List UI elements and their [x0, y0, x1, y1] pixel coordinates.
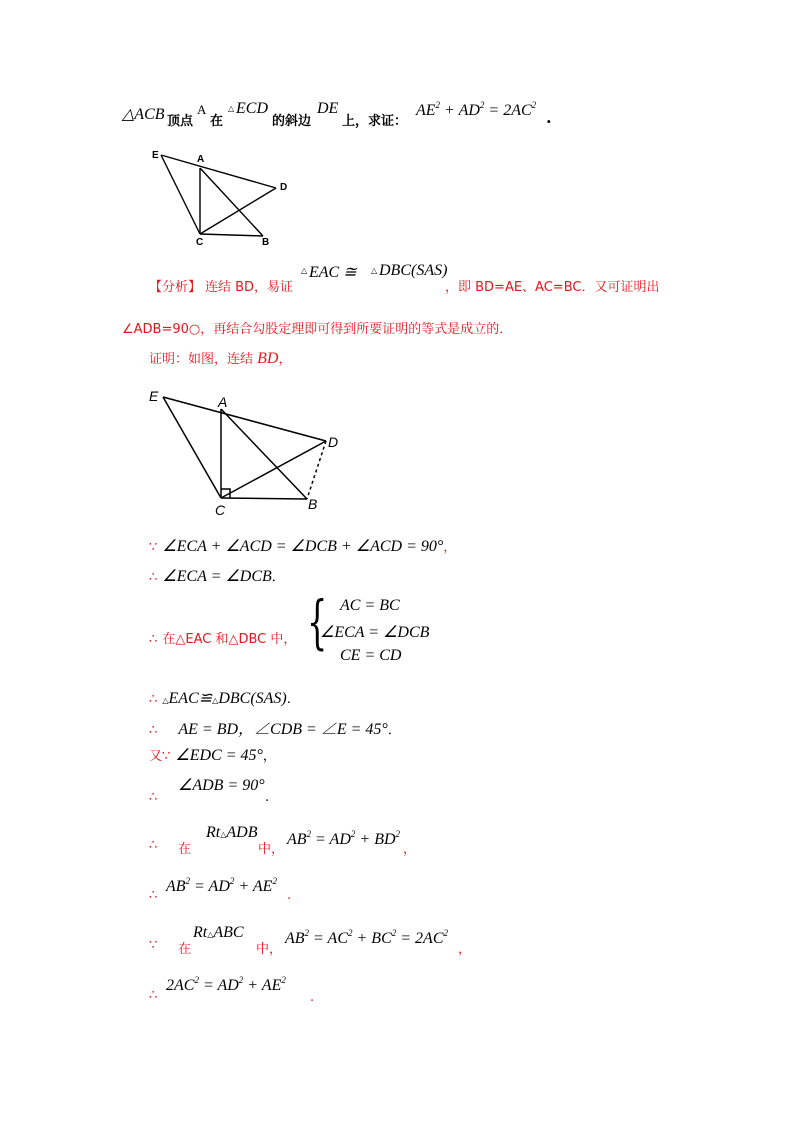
- system-line-2: ∠ECA = ∠DCB: [320, 624, 430, 641]
- formula-ac: 2AC: [503, 102, 532, 119]
- small-triangle-icon: △: [207, 930, 214, 939]
- rt-label: Rt: [206, 824, 221, 841]
- fig2-label-d: D: [328, 434, 339, 450]
- analysis-line-2: ∠ADB=90○，再结合勾股定理即可得到所要证明的等式是成立的．: [122, 322, 513, 337]
- fig1-label-a: A: [197, 154, 205, 165]
- proof-intro-bd: BD: [257, 350, 279, 367]
- step-5: [149, 716, 401, 739]
- step-1: [149, 536, 456, 556]
- therefore-symbol: ∴: [149, 988, 158, 1003]
- congruence-2: DBC(SAS): [379, 262, 448, 279]
- step-5-end: ．: [387, 723, 401, 738]
- formula: $AE^2 + AD^2 = 2AC^2$: [416, 100, 537, 119]
- fig1-label-d: D: [280, 182, 288, 193]
- because-symbol: ∵: [149, 938, 158, 953]
- step-6-end: ，: [262, 749, 276, 764]
- step-6-math: ∠EDC = 45°: [175, 747, 263, 764]
- therefore-symbol: ∴: [149, 632, 158, 647]
- proof-intro: [149, 348, 291, 368]
- and-because-symbol: 又∵: [149, 749, 171, 764]
- therefore-symbol: ∴: [149, 570, 158, 585]
- fig1-label-b: B: [262, 237, 270, 248]
- letter-a: A: [197, 102, 207, 117]
- therefore-symbol: ∴: [149, 692, 158, 707]
- therefore-symbol: ∴: [149, 838, 158, 853]
- fig2-label-a: A: [218, 394, 228, 410]
- congruent-icon: ≌: [198, 690, 213, 707]
- therefore-symbol: ∴: [149, 888, 158, 903]
- step-1-end: ，: [443, 540, 457, 555]
- fig1-label-c: C: [196, 237, 204, 248]
- system-line-1: AC = BC: [340, 597, 400, 614]
- step-6: [149, 745, 276, 765]
- rt-label: Rt: [193, 924, 208, 941]
- system-brace: {: [307, 588, 328, 656]
- analysis-text-2: ，即 BD=AE、AC=BC．又可证明出: [445, 280, 660, 295]
- step-4: [149, 688, 291, 708]
- step-11-math: $2AC^2 = AD^2 + AE^2$: [166, 975, 286, 994]
- de-label: DE: [317, 100, 339, 117]
- fig2-label-b: B: [308, 496, 318, 512]
- small-triangle-icon: △: [220, 830, 227, 839]
- step-4-end: .: [286, 692, 291, 707]
- fig2-label-c: C: [215, 502, 226, 518]
- analysis-text-1: 连结 BD，易证: [205, 280, 294, 295]
- step-9-math: $AB^2 = AD^2 + AE^2$: [166, 876, 277, 895]
- step-8-mid: 中，: [258, 842, 285, 857]
- small-triangle-icon: △: [162, 696, 169, 705]
- step-11-end: .: [310, 990, 315, 1005]
- proof-intro-comma: ，: [278, 352, 292, 367]
- figure-2: [145, 385, 355, 520]
- period: .: [546, 108, 552, 127]
- step-5-math: AE = BD，∠CDB = ∠E = 45°: [178, 721, 388, 738]
- because-symbol: ∵: [149, 540, 158, 555]
- analysis-tag: 【分析】: [149, 280, 202, 295]
- step-8-end: ，: [403, 842, 417, 857]
- triangle-ecd: ECD: [236, 100, 268, 117]
- system-line-3: CE = CD: [340, 647, 402, 664]
- triangle-adb: ADB: [226, 824, 258, 841]
- step-4-b: DBC(SAS): [218, 690, 287, 707]
- step-8-math: $AB^2 = AD^2 + BD^2$: [287, 829, 401, 848]
- at-label: 在: [210, 114, 224, 129]
- analysis-line-1: [149, 262, 669, 295]
- step-7-end: .: [265, 790, 270, 805]
- formula-ae: AE: [416, 102, 436, 119]
- proof-intro-label: 证明：如图，连结: [149, 352, 258, 367]
- step-3-text: 在△EAC 和△DBC 中，: [162, 632, 297, 647]
- congruence-1: EAC ≅: [309, 264, 357, 281]
- step-4-a: EAC: [168, 690, 199, 707]
- step-10-end: ，: [458, 942, 472, 957]
- triangle-abc: ABC: [213, 924, 244, 941]
- step-9-end: .: [287, 888, 292, 903]
- step-10-math: $AB^2 = AC^2 + BC^2 = 2AC^2$: [285, 928, 448, 947]
- fig1-label-e: E: [152, 150, 159, 161]
- step-2-end: ．: [271, 570, 285, 585]
- therefore-symbol: ∴: [149, 790, 158, 805]
- step-8-at: 在: [178, 842, 192, 857]
- step-2: [149, 566, 285, 586]
- step-10-mid: 中，: [256, 942, 283, 957]
- step-7-math: ∠ADB = 90°: [178, 777, 265, 794]
- formula-ad: AD: [458, 102, 480, 119]
- small-triangle-icon: △: [371, 266, 378, 275]
- step-10-at: 在: [178, 942, 192, 957]
- step-1-math: ∠ECA + ∠ACD = ∠DCB + ∠ACD = 90°: [162, 538, 444, 555]
- therefore-symbol: ∴: [149, 723, 158, 738]
- step-8-rt: [206, 824, 257, 842]
- figure-1: [148, 148, 298, 248]
- triangle-acb: △ACB: [122, 106, 165, 123]
- step-3: [149, 628, 296, 647]
- fig2-label-e: E: [149, 388, 159, 404]
- small-triangle-icon: △: [212, 696, 219, 705]
- small-triangle-icon: △: [228, 104, 235, 113]
- small-triangle-icon: △: [301, 266, 308, 275]
- step-2-math: ∠ECA = ∠DCB: [162, 568, 272, 585]
- step-10-rt: [193, 924, 244, 942]
- vertex-label: 顶点: [167, 114, 194, 129]
- hypotenuse-label: 的斜边: [272, 114, 312, 129]
- prove-label: 上，求证：: [342, 114, 408, 129]
